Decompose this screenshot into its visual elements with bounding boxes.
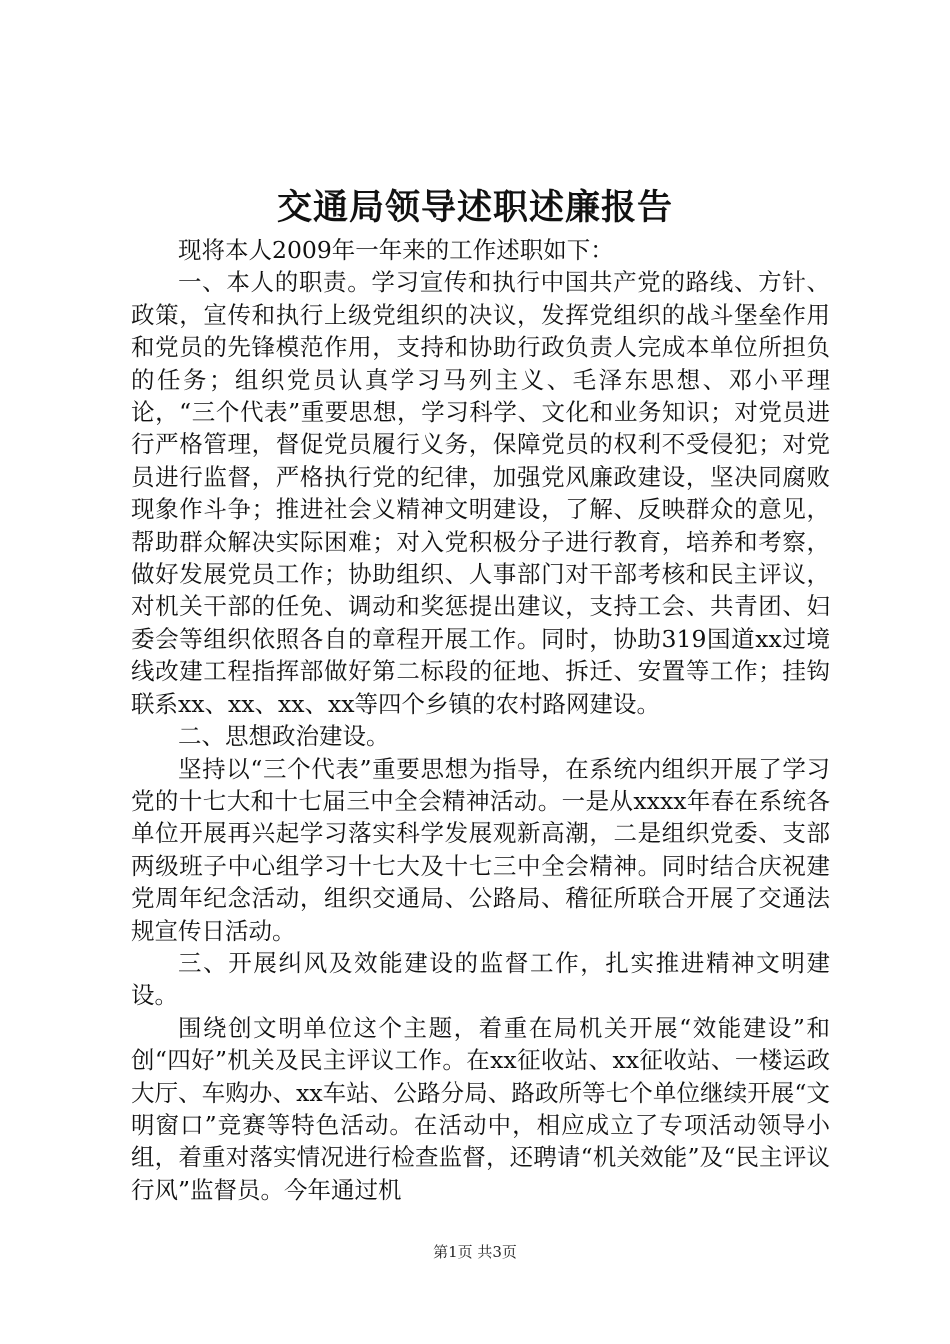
page-footer: 第1页 共3页 bbox=[433, 1243, 517, 1261]
document-title: 交通局领导述职述廉报告 bbox=[276, 187, 673, 228]
section-heading-ideology: 二、思想政治建设。 bbox=[178, 722, 390, 751]
document-body bbox=[131, 234, 830, 1206]
paragraph-duties: 一、本人的职责。学习宣传和执行中国共产党的路线、方针、政策，宣传和执行上级党组织的决议，发挥党组织的战斗堡垒作用和党员的先锋模范作用，支持和协助行政负责人完成本单位所担负的任务；组织党员认真学习马列主义、毛泽东思想、邓小平理论，“三个代表”重要思想，学习科学、文化和业务知识；对党员进行严格管理，督促党员履行义务，保障党员的权利不受侵犯；对党员进行监督，严格执行党的纪律，加强党风廉政建设，坚决同腐败现象作斗争；推进社会义精神文明建设，了解、反映群众的意见，帮助群众解决实际困难；对入党积极分子进行教育，培养和考察，做好发展党员工作；协助组织、人事部门对干部考核和民主评议，对机关干部的任免、调动和奖惩提出建议，支持工会、共青团、妇委会等组织依照各自的章程开展工作。同时，协助319国道xx过境线改建工程指挥部做好第二标段的征地、拆迁、安置等工作；挂钩联系xx、xx、xx、xx等四个乡镇的农村路网建设。 bbox=[131, 268, 830, 718]
paragraph-supervision: 围绕创文明单位这个主题，着重在局机关开展“效能建设”和创“四好”机关及民主评议工作。在xx征收站、xx征收站、一楼运政大厅、车购办、xx车站、公路分局、路政所等七个单位继续开展“文明窗口”竞赛等特色活动。在活动中，相应成立了专项活动领导小组，着重对落实情况进行检查监督，还聘请“机关效能”及“民主评议行风”监督员。今年通过机 bbox=[131, 1013, 830, 1204]
paragraph-intro: 现将本人2009年一年来的工作述职如下： bbox=[178, 236, 614, 264]
paragraph-ideology: 坚持以“三个代表”重要思想为指导，在系统内组织开展了学习党的十七大和十七届三中全会精神活动。一是从xxxx年春在系统各单位开展再兴起学习落实科学发展观新高潮，二是组织党委、支部两级班子中心组学习十七大及十七三中全会精神。同时结合庆祝建党周年纪念活动，组织交通局、公路局、稽征所联合开展了交通法规宣传日活动。 bbox=[131, 754, 830, 945]
section-heading-supervision: 三、开展纠风及效能建设的监督工作，扎实推进精神文明建设。 bbox=[131, 948, 830, 1010]
